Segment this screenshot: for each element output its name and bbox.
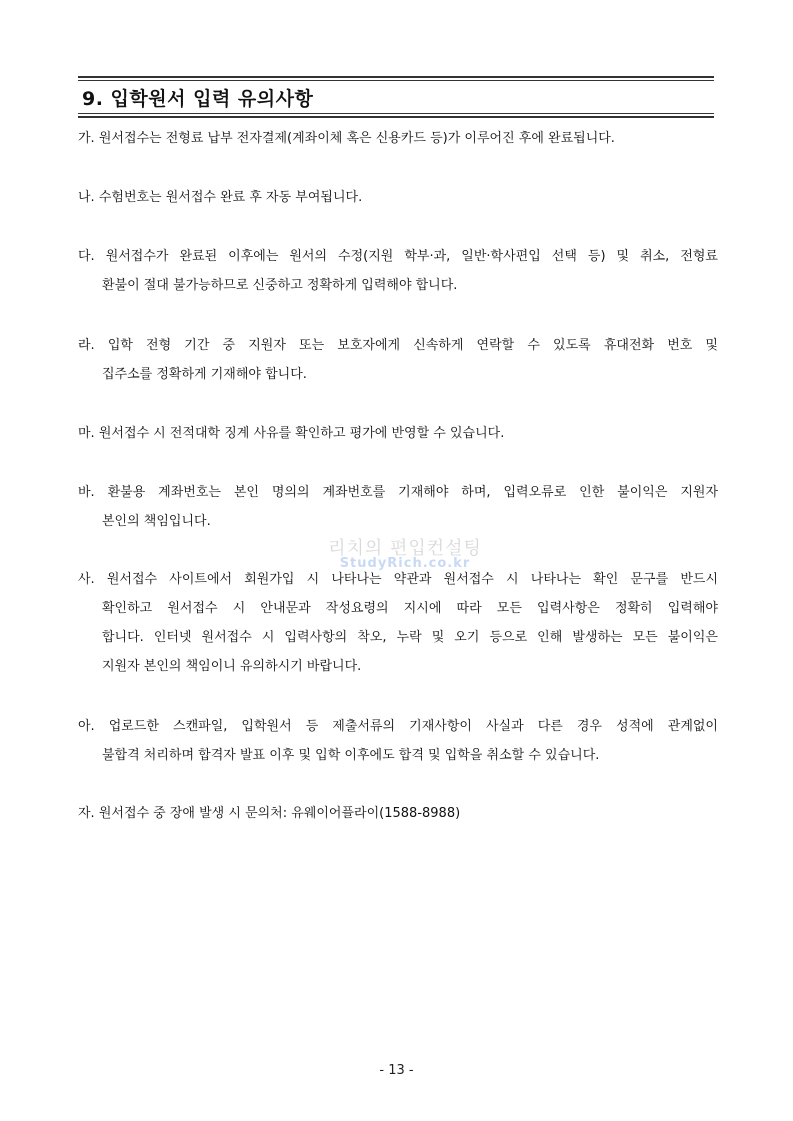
watermark-sub-text: StudyRich.co.kr bbox=[339, 556, 471, 571]
notice-line: 아. 업로드한 스캔파일, 입학원서 등 제출서류의 기재사항이 사실과 다른 경우 성적에 관계없이 bbox=[78, 719, 718, 734]
notice-a bbox=[78, 712, 718, 770]
notice-line: 라. 입학 전형 기간 중 지원자 또는 보호자에게 신속하게 연락할 수 있도록 휴대전화 번호 및 bbox=[78, 338, 718, 353]
notice-line: 불합격 처리하며 합격자 발표 이후 및 입학 이후에도 합격 및 입학을 취소할 수 있습니다. bbox=[102, 748, 600, 763]
notice-line: 확인하고 원서접수 시 안내문과 작성요령의 지시에 따라 모든 입력사항은 정확히 입력해야 bbox=[102, 601, 718, 616]
notice-line: 본인의 책임입니다. bbox=[102, 514, 211, 529]
notice-ma bbox=[78, 419, 718, 448]
page-number: - 13 - bbox=[379, 1063, 414, 1078]
notice-line: 마. 원서접수 시 전적대학 징계 사유를 확인하고 평가에 반영할 수 있습니다. bbox=[78, 426, 505, 441]
notice-line: 환불이 절대 불가능하므로 신중하고 정확하게 입력해야 합니다. bbox=[102, 278, 458, 293]
notice-line: 다. 원서접수가 완료된 이후에는 원서의 수정(지원 학부·과, 일반·학사편입 선택 등) 및 취소, 전형료 bbox=[78, 249, 718, 264]
notice-line: 지원자 본인의 책임이니 유의하시기 바랍니다. bbox=[102, 659, 362, 674]
watermark-main-text: 리치의 편입컨설팅 bbox=[328, 538, 482, 559]
notice-sa bbox=[78, 565, 718, 681]
notice-da bbox=[78, 242, 718, 300]
notice-line: 가. 원서접수는 전형료 납부 전자결제(계좌이체 혹은 신용카드 등)가 이루어진 후에 완료됩니다. bbox=[78, 131, 615, 146]
section-title: 9. 입학원서 입력 유의사항 bbox=[82, 88, 314, 110]
notice-ga bbox=[78, 124, 718, 153]
notice-line: 합니다. 인터넷 원서접수 시 입력사항의 착오, 누락 및 오기 등으로 인해 발생하는 모든 불이익은 bbox=[102, 630, 718, 645]
notice-line: 사. 원서접수 사이트에서 회원가입 시 나타나는 약관과 원서접수 시 나타나는 확인 문구를 반드시 bbox=[78, 572, 718, 587]
notice-line: 나. 수험번호는 원서접수 완료 후 자동 부여됩니다. bbox=[78, 190, 363, 205]
notice-ba bbox=[78, 478, 718, 536]
notice-line: 자. 원서접수 중 장애 발생 시 문의처: 유웨이어플라이(1588-8988) bbox=[78, 806, 461, 821]
notice-ra bbox=[78, 331, 718, 389]
section-header bbox=[78, 76, 714, 118]
notice-na bbox=[78, 183, 718, 212]
notice-line: 바. 환불용 계좌번호는 본인 명의의 계좌번호를 기재해야 하며, 입력오류로 인한 불이익은 지원자 bbox=[78, 485, 718, 500]
notice-ja bbox=[78, 799, 718, 828]
notice-line: 집주소를 정확하게 기재해야 합니다. bbox=[102, 367, 307, 382]
